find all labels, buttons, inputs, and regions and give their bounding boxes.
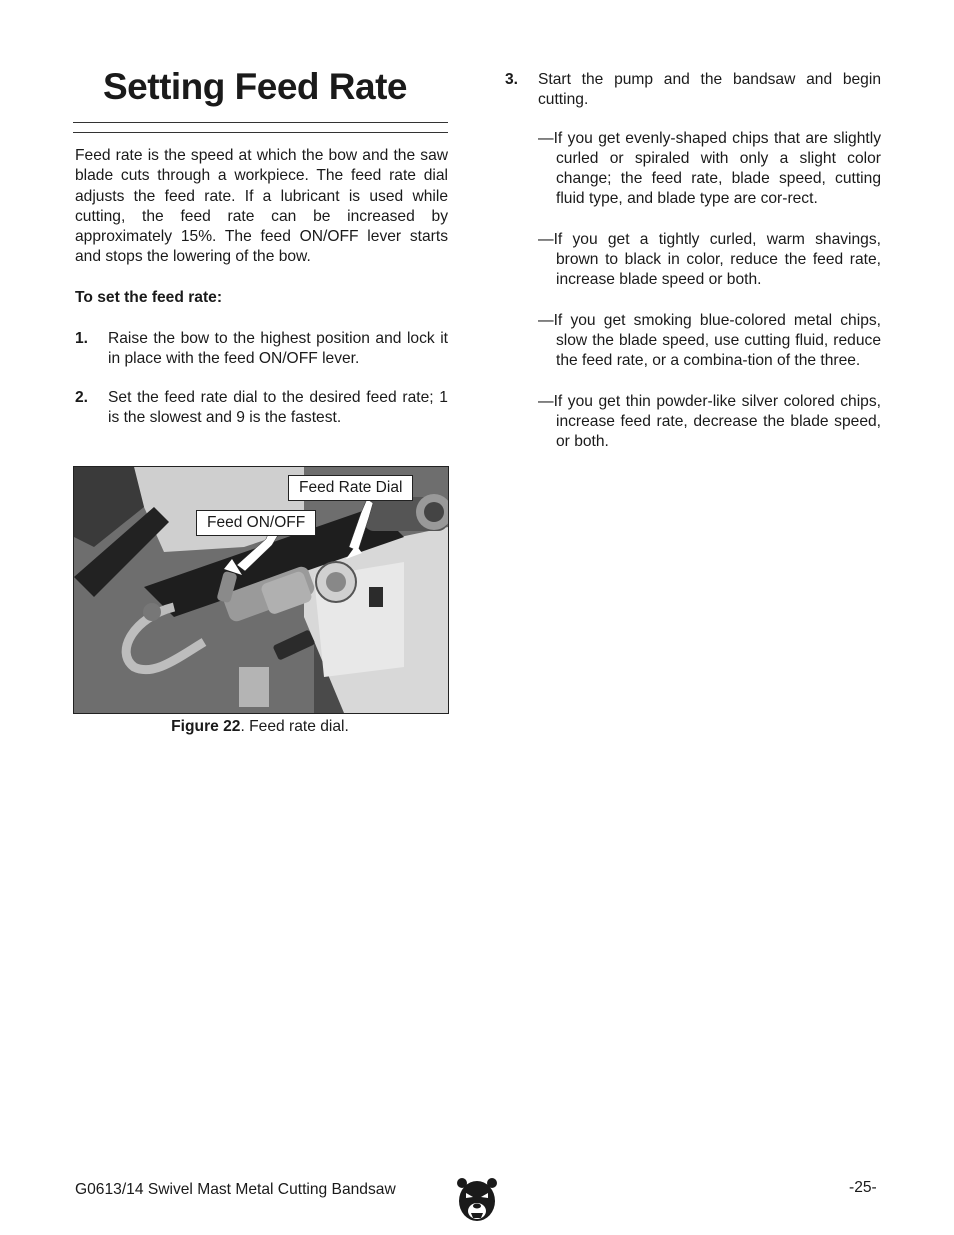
photo-illustration (74, 467, 448, 713)
step-1 (75, 329, 448, 370)
footer-manual-title: G0613/14 Swivel Mast Metal Cutting Bandsaw (75, 1181, 396, 1198)
intro-paragraph: Feed rate is the speed at which the bow and the saw blade cuts through a workpiece. The feed rate dial adjusts the feed rate. If a lubricant is used while cutting, the feed rate can be increased by approximately 15%. The feed ON/OFF lever starts and stops the lowering of the bow. (75, 147, 448, 266)
step-text: Start the pump and the bandsaw and begin cutting. (538, 71, 881, 109)
chip-condition-bullet: —If you get a tightly curled, warm shavings, brown to black in color, reduce the feed rate, increase blade speed or both. (538, 230, 881, 289)
chip-condition-bullet: —If you get smoking blue-colored metal chips, slow the blade speed, use cutting fluid, reduce the feed rate, or a combina-tion of the three. (538, 311, 881, 370)
step-number: 2. (75, 388, 89, 406)
callout-feed-on-off: Feed ON/OFF (196, 510, 316, 536)
callout-feed-rate-dial: Feed Rate Dial (288, 475, 413, 501)
chip-condition-bullet: —If you get thin powder-like silver colored chips, increase feed rate, decrease the blade speed, or both. (538, 392, 881, 451)
step-3 (505, 70, 881, 111)
figure-caption (73, 718, 447, 736)
title-rule-top (73, 122, 448, 123)
step-number: 3. (505, 71, 519, 88)
figure-label: Figure 22 (171, 718, 241, 735)
bear-logo-icon (457, 1175, 497, 1223)
step-text: Raise the bow to the highest position and lock it in place with the feed ON/OFF lever. (108, 330, 448, 368)
figure-caption-text: . Feed rate dial. (240, 718, 349, 735)
step-number: 1. (75, 330, 89, 348)
chip-condition-bullet: —If you get evenly-shaped chips that are slightly curled or spiraled with only a slight color change; the feed rate, blade speed, cutting fluid type, and blade type are cor-rect. (538, 129, 881, 208)
title-rule-bottom (73, 132, 448, 133)
procedure-subheading: To set the feed rate: (75, 288, 223, 306)
right-column (505, 70, 881, 472)
step-text: Set the feed rate dial to the desired feed rate; 1 is the slowest and 9 is the fastest. (108, 388, 448, 426)
page-title: Setting Feed Rate (103, 66, 407, 107)
footer-page-number: -25- (849, 1179, 877, 1196)
left-column (75, 146, 448, 446)
step-2 (75, 388, 448, 429)
feed-rate-photo (73, 466, 449, 714)
